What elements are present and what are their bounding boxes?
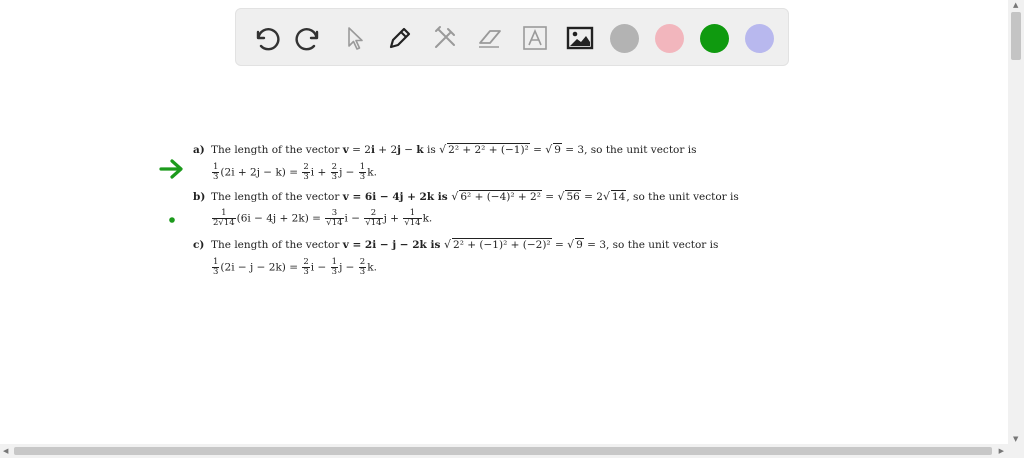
part-b-line1: The length of the vector v = 6i − 4j + 2k is √ 6² + (−4)² + 2² = √ 56 = 2√ 14, so the unit vector is: [211, 190, 739, 203]
part-a-line2: $\frac{1}{3}$ (2i + 2j − k) = $\frac{2}{3}$ i + $\frac{2}{3}$ j − $\frac{1}{3}$ k.: [213, 162, 377, 182]
part-a-line1: The length of the vector v = 2i + 2j − k is √ 2² + 2² + (−1)² = √ 9 = 3, so the unit vector is: [211, 143, 697, 156]
part-c-line2: $\frac{1}{3}$ (2i − j − 2k) = $\frac{2}{3}$ i − $\frac{1}{3}$ j − $\frac{2}{3}$ k.: [213, 257, 377, 277]
scroll-down-icon[interactable]: ▼: [1013, 435, 1019, 443]
scroll-left-icon[interactable]: ◀: [3, 447, 9, 455]
vertical-scroll-thumb[interactable]: [1011, 12, 1021, 60]
part-c-label: c): [193, 239, 205, 251]
scroll-up-icon[interactable]: ▲: [1013, 1, 1019, 9]
part-b-label: b): [193, 191, 206, 203]
part-b-line2: $\frac{1}{2√14}$ (6i − 4j + 2k) = $\frac{3}{√14}$ i − $\frac{2}{√14}$ j + $\frac{1}{√14}$ k.: [213, 208, 433, 228]
green-arrow-annotation: [158, 157, 186, 181]
scroll-right-icon[interactable]: ▶: [998, 447, 1004, 455]
green-dot-annotation: [167, 215, 177, 225]
vertical-scrollbar[interactable]: [1008, 0, 1024, 444]
horizontal-scroll-thumb[interactable]: [14, 447, 992, 455]
horizontal-scrollbar[interactable]: [0, 444, 1024, 458]
part-a-label: a): [193, 144, 205, 156]
part-c-line1: The length of the vector v = 2i − j − 2k is √ 2² + (−1)² + (−2)² = √ 9 = 3, so the unit vector is: [211, 238, 719, 251]
